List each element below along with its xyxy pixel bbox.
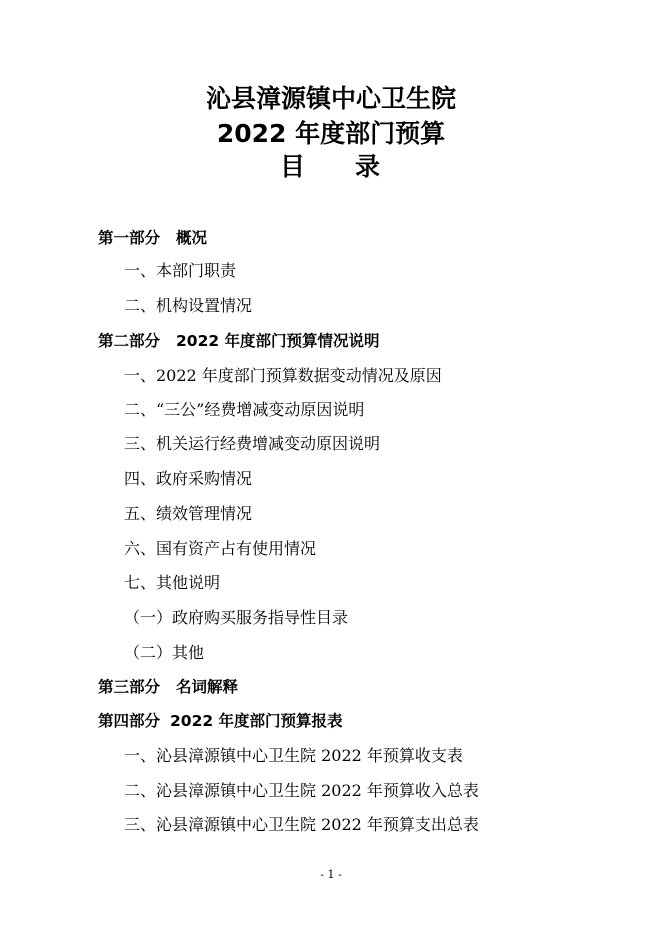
toc-item[interactable]: 二、“三公”经费增减变动原因说明 [124, 400, 365, 419]
toc-item[interactable]: 六、国有资产占有使用情况 [124, 539, 317, 558]
toc-title-char-1: 目 [279, 152, 307, 181]
toc-part-title: 2022 年度部门预算情况说明 [176, 332, 380, 350]
toc-item[interactable]: 一、沁县漳源镇中心卫生院 2022 年预算收支表 [124, 746, 463, 765]
page-number: - 1 - [320, 868, 342, 881]
toc-item[interactable]: 二、机构设置情况 [124, 296, 253, 315]
toc-item[interactable]: 二、沁县漳源镇中心卫生院 2022 年预算收入总表 [124, 781, 479, 800]
toc-part-label: 第一部分 [98, 229, 161, 247]
toc-part-1[interactable] [98, 227, 207, 249]
toc-title-char-2: 录 [355, 152, 383, 181]
document-title-toc [0, 152, 662, 182]
toc-part-2[interactable] [98, 330, 380, 352]
toc-item[interactable]: （二）其他 [124, 643, 205, 662]
toc-part-4[interactable] [98, 710, 343, 732]
toc-part-title: 概况 [176, 229, 208, 247]
toc-item[interactable]: 七、其他说明 [124, 573, 221, 592]
toc-item[interactable]: 四、政府采购情况 [124, 469, 253, 488]
toc-part-3[interactable] [98, 676, 238, 698]
toc-part-label: 第二部分 [98, 332, 161, 350]
toc-item[interactable]: 一、本部门职责 [124, 261, 237, 280]
toc-item[interactable]: 一、2022 年度部门预算数据变动情况及原因 [124, 366, 442, 385]
toc-part-label: 第四部分 [98, 712, 161, 730]
document-title-org: 沁县漳源镇中心卫生院 [205, 84, 456, 113]
toc-part-title: 名词解释 [176, 678, 239, 696]
toc-part-label: 第三部分 [98, 678, 161, 696]
document-title-budget: 2022 年度部门预算 [216, 119, 446, 148]
toc-item[interactable]: 三、沁县漳源镇中心卫生院 2022 年预算支出总表 [124, 815, 479, 834]
toc-item[interactable]: 三、机关运行经费增减变动原因说明 [124, 434, 381, 453]
toc-item[interactable]: （一）政府购买服务指导性目录 [124, 608, 349, 627]
toc-item[interactable]: 五、绩效管理情况 [124, 504, 253, 523]
toc-part-title: 2022 年度部门预算报表 [170, 712, 343, 730]
